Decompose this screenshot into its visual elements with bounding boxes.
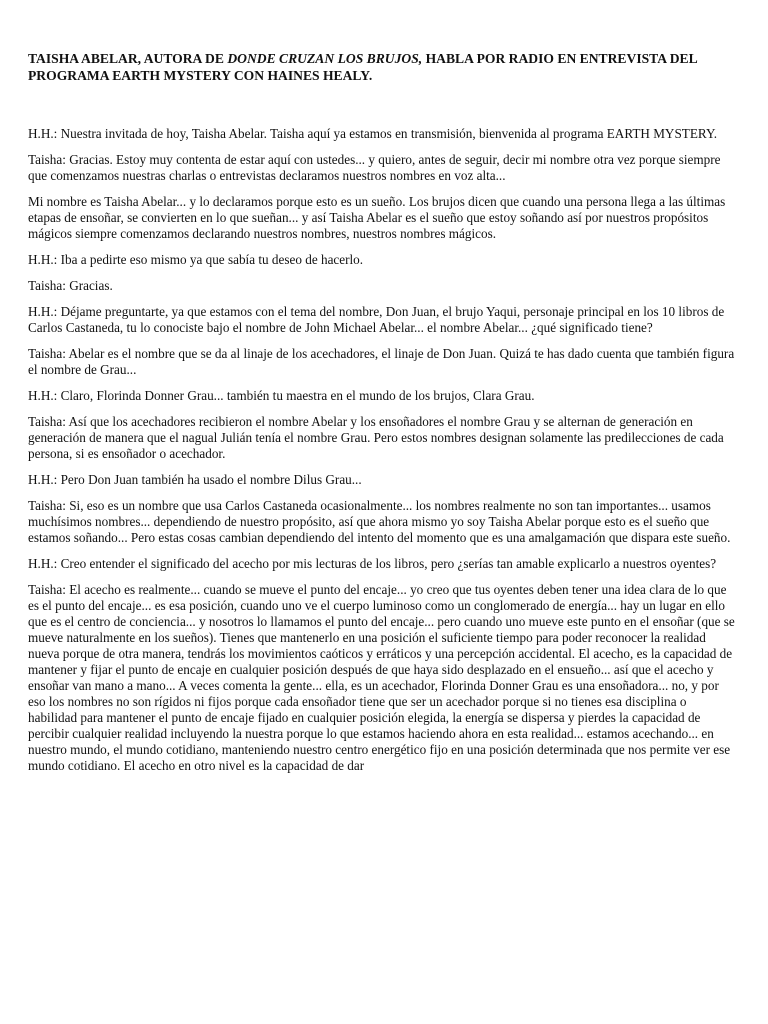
title-part-2: HABLA POR RADIO EN ENTREVISTA DEL PROGRAMA EARTH MYSTERY CON HAINES HEALY. <box>28 51 697 83</box>
paragraph: Taisha: Si, eso es un nombre que usa Carlos Castaneda ocasionalmente... los nombres realmente no son tan importantes... usamos muchísimos nombres... dependiendo de nuestro propósito, así que ahora mismo yo soy Taisha Abelar porque esto es el sueño que estamos soñando... Pero estas cosas cambian dependiendo del intento del momento que es una amalgamación que dispara este sueño. <box>28 498 731 545</box>
paragraph: H.H.: Creo entender el significado del acecho por mis lecturas de los libros, pero ¿serías tan amable explicarlo a nuestros oyentes? <box>28 556 717 571</box>
title-part-1: TAISHA ABELAR, AUTORA DE <box>28 51 228 66</box>
paragraph: H.H.: Pero Don Juan también ha usado el nombre Dilus Grau... <box>28 472 362 487</box>
paragraph: Taisha: Gracias. Estoy muy contenta de estar aquí con ustedes... y quiero, antes de seguir, decir mi nombre otra vez porque siempre que comenzamos nuestras charlas o entrevistas declaramos nuestros nombres en voz alta... <box>28 152 721 183</box>
paragraph: H.H.: Nuestra invitada de hoy, Taisha Abelar. Taisha aquí ya estamos en transmisión, bienvenida al programa EARTH MYSTERY. <box>28 126 718 141</box>
paragraph: H.H.: Claro, Florinda Donner Grau... también tu maestra en el mundo de los brujos, Clara Grau. <box>28 388 535 403</box>
paragraph: Taisha: El acecho es realmente... cuando se mueve el punto del encaje... yo creo que tus oyentes deben tener una idea clara de lo que es el punto del encaje... es esa posición, cuando uno ve el cuerpo luminoso como un conglomerado de energía... hay un lugar en ello que es el centro de conciencia... y nosotros lo llamamos el punto del encaje... pero cuando uno mueve este punto en el ensoñar (que se mueve naturalmente en los sueños). Tienes que mantenerlo en una posición el suficiente tiempo para poder reconocer la realidad nueva porque de otra manera, tendrás los movimientos caóticos y erráticos y una percepción accidental. El acecho, es la capacidad de mantener y fijar el punto de encaje en cualquier posición después de que haya sido desplazado en el ensueño... así que el acecho y ensoñar van mano a mano... A veces comenta la gente... ella, es un acechador, Florinda Donner Grau es una ensoñadora... no, y por eso los nombres no son rígidos ni fijos porque cada ensoñador tiene que ser un acechador porque si no tienes esa disciplina o habilidad para mantener el punto de encaje fijado en cualquier posición elegida, la energía se dispersa y pierdes la capacidad de percibir cualquier realidad incluyendo la nuestra porque lo que estamos haciendo ahora en esta realidad... estamos acechando... en nuestro mundo, el mundo cotidiano, manteniendo nuestro centro energético fijo en una posición determinada que nos permite ver ese mundo cotidiano. El acecho en otro nivel es la capacidad de dar <box>28 582 735 773</box>
title-book-name: DONDE CRUZAN LOS BRUJOS, <box>227 51 423 66</box>
paragraph: Taisha: Gracias. <box>28 278 113 293</box>
paragraph: Mi nombre es Taisha Abelar... y lo declaramos porque esto es un sueño. Los brujos dicen que cuando una persona llega a las últimas etapas de ensoñar, se convierten en lo que sueñan... y así Taisha Abelar es el sueño que estoy soñando así por nuestros propósitos mágicos siempre comenzamos declarando nuestros nombres, nuestros nombres mágicos. <box>28 194 726 241</box>
document-title <box>28 50 738 84</box>
paragraph: H.H.: Déjame preguntarte, ya que estamos con el tema del nombre, Don Juan, el brujo Yaqui, personaje principal en los 10 libros de Carlos Castaneda, tu lo conociste bajo el nombre de John Michael Abelar... el nombre Abelar... ¿qué significado tiene? <box>28 304 725 335</box>
interview-body <box>28 126 738 774</box>
document-page <box>28 50 738 784</box>
paragraph: H.H.: Iba a pedirte eso mismo ya que sabía tu deseo de hacerlo. <box>28 252 364 267</box>
paragraph: Taisha: Así que los acechadores recibieron el nombre Abelar y los ensoñadores el nombre Grau y se alternan de generación en generación de manera que el nagual Julián tenía el nombre Grau. Pero estos nombres designan solamente las predilecciones de cada persona, si es ensoñador o acechador. <box>28 414 724 461</box>
paragraph: Taisha: Abelar es el nombre que se da al linaje de los acechadores, el linaje de Don Juan. Quizá te has dado cuenta que también figura el nombre de Grau... <box>28 346 735 377</box>
